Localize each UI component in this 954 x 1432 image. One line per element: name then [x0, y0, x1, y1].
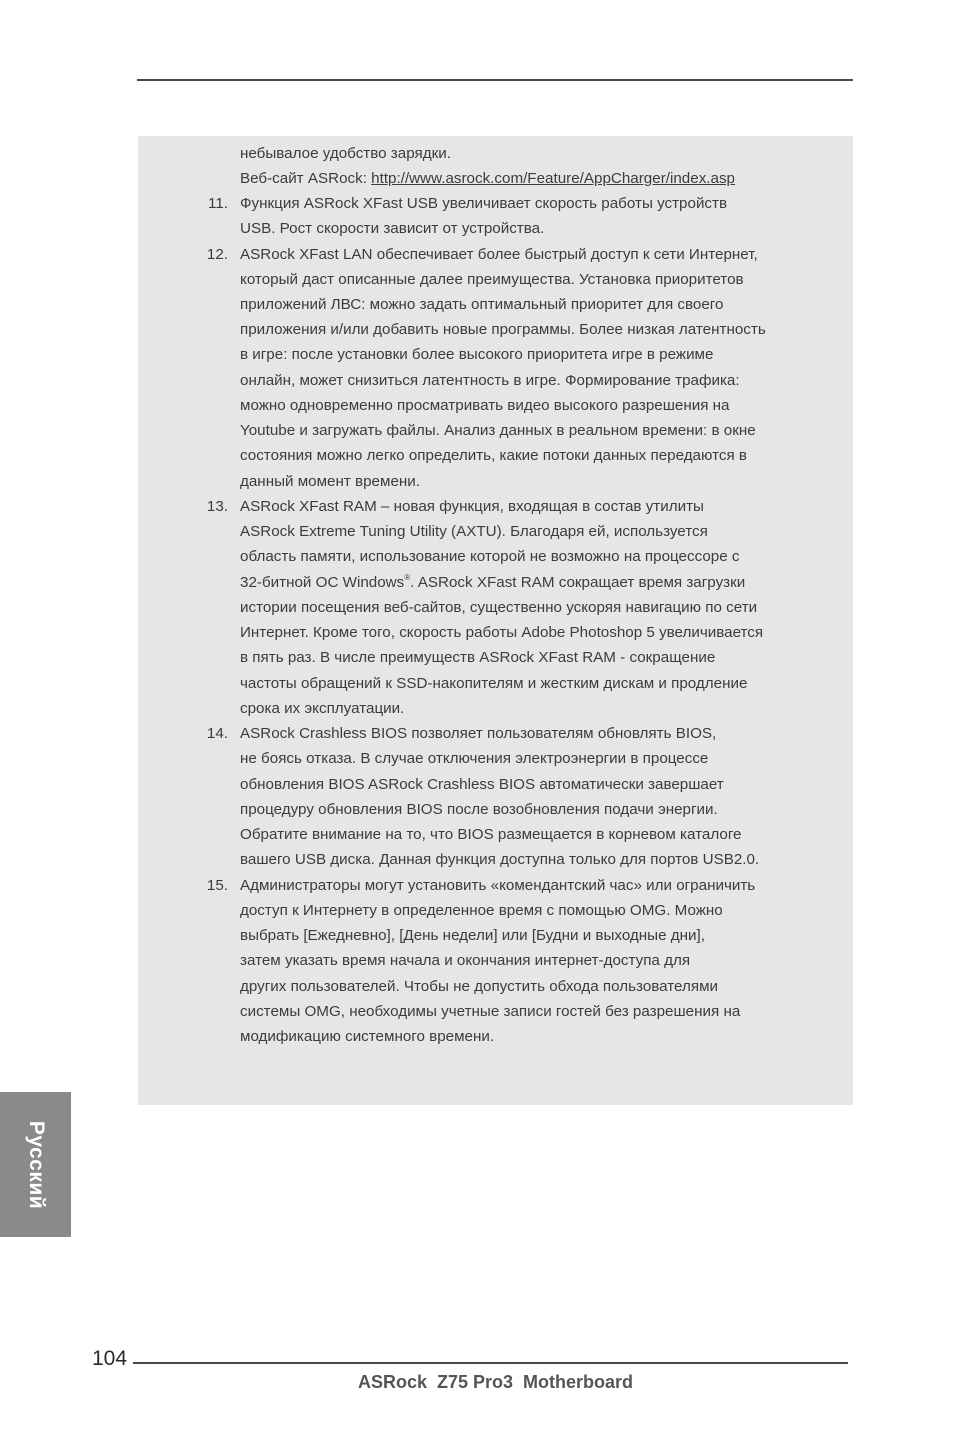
item-line: Функция ASRock XFast USB увеличивает скорость работы устройств	[240, 195, 728, 212]
item-line: вашего USB диска. Данная функция доступна только для портов USB2.0.	[240, 851, 760, 868]
item-line: ASRock XFast LAN обеспечивает более быстрый доступ к сети Интернет,	[240, 246, 758, 263]
item-line: данный момент времени.	[240, 473, 420, 490]
item-line: затем указать время начала и окончания интернет-доступа для	[240, 952, 691, 969]
website-label: Веб-сайт ASRock:	[240, 170, 372, 187]
item-line: состояния можно легко определить, какие потоки данных передаются в	[240, 447, 747, 464]
item-line: Обратите внимание на то, что BIOS размещается в корневом каталоге	[240, 826, 742, 843]
website-link[interactable]: http://www.asrock.com/Feature/AppCharger/index.asp	[371, 170, 735, 187]
item-line: Интернет. Кроме того, скорость работы Adobe Photoshop 5 увеличивается	[240, 624, 764, 641]
item-line: ASRock XFast RAM – новая функция, входящая в состав утилиты	[240, 498, 704, 515]
item-line: срока их эксплуатации.	[240, 700, 405, 717]
item-line: приложений ЛВС: можно задать оптимальный приоритет для своего	[240, 296, 724, 313]
page-number: 104	[92, 1347, 128, 1370]
item-line: онлайн, может снизиться латентность в игре. Формирование трафика:	[240, 372, 740, 389]
item-line: модификацию системного времени.	[240, 1028, 495, 1045]
footer-title: ASRock Z75 Pro3 Motherboard	[358, 1372, 634, 1392]
item-line: в пять раз. В числе преимуществ ASRock XFast RAM - сокращение	[240, 649, 716, 666]
item-number: 12.	[206, 246, 228, 263]
item-line: Администраторы могут установить «комендантский час» или ограничить	[240, 877, 756, 894]
item-line: доступ к Интернету в определенное время с помощью OMG. Можно	[240, 902, 723, 919]
registered-mark: ®	[404, 573, 411, 582]
item-line: ASRock Extreme Tuning Utility (AXTU). Благодаря ей, используется	[240, 523, 708, 540]
item-line: других пользователей. Чтобы не допустить обхода пользователями	[240, 978, 719, 995]
item-line: выбрать [Ежедневно], [День недели] или [Будни и выходные дни],	[240, 927, 705, 944]
item-line-part: . ASRock XFast RAM сокращает время загрузки	[410, 574, 746, 591]
item-line: область памяти, использование которой не возможно на процессоре с	[240, 548, 740, 565]
website-line	[240, 169, 735, 189]
item-line: ASRock Crashless BIOS позволяет пользователям обновлять BIOS,	[240, 725, 717, 742]
item-line	[240, 573, 745, 593]
item-line: приложения и/или добавить новые программы. Более низкая латентность	[240, 321, 766, 338]
item-number: 11.	[208, 195, 228, 212]
top-rule	[137, 79, 853, 81]
item-line: в игре: после установки более высокого приоритета игре в режиме	[240, 346, 714, 363]
item-line: можно одновременно просматривать видео высокого разрешения на	[240, 397, 730, 414]
item-number: 15.	[206, 877, 228, 894]
bottom-rule	[133, 1362, 848, 1364]
intro-line: небывалое удобство зарядки.	[240, 145, 451, 162]
item-line: процедуру обновления BIOS после возобновления подачи энергии.	[240, 801, 718, 818]
item-line: не боясь отказа. В случае отключения электроэнергии в процессе	[240, 750, 709, 767]
item-line-part: 32-битной ОС Windows	[240, 574, 405, 591]
item-line: истории посещения веб-сайтов, существенно ускоряя навигацию по сети	[240, 599, 758, 616]
item-line: частоты обращений к SSD-накопителям и жестким дискам и продление	[240, 675, 748, 692]
item-line: Youtube и загружать файлы. Анализ данных в реальном времени: в окне	[240, 422, 756, 439]
item-line: USB. Рост скорости зависит от устройства.	[240, 220, 545, 237]
item-line: который даст описанные далее преимущества. Установка приоритетов	[240, 271, 744, 288]
item-line: системы OMG, необходимы учетные записи гостей без разрешения на	[240, 1003, 741, 1020]
item-line: обновления BIOS ASRock Crashless BIOS автоматически завершает	[240, 776, 724, 793]
language-tab	[0, 1092, 71, 1237]
language-tab-label: Русский	[24, 1120, 48, 1209]
item-number: 13.	[206, 498, 228, 515]
item-number: 14.	[206, 725, 228, 742]
